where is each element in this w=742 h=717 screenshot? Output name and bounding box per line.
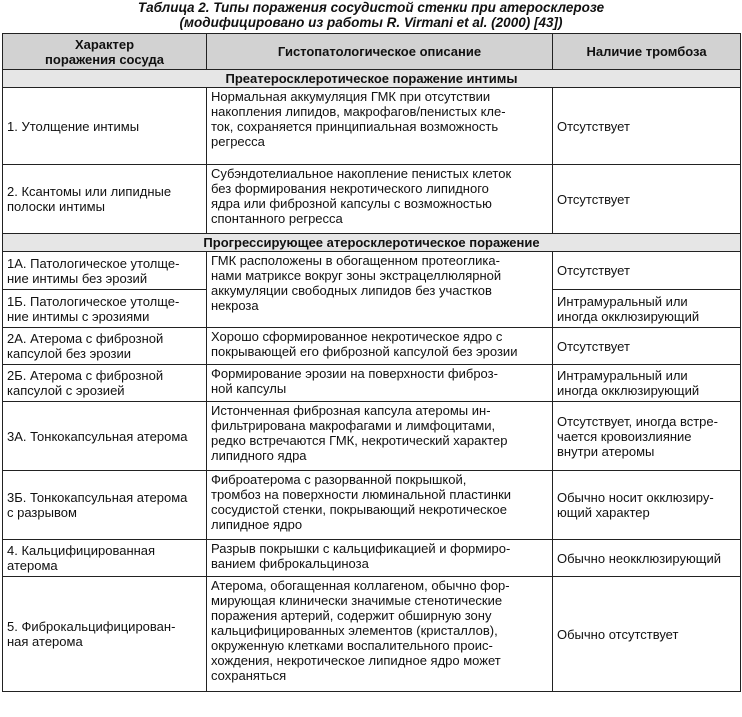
lesion-type-cell: 1. Утолщение интимы [3,88,207,165]
header-row [3,34,741,70]
table-row [3,328,741,365]
table-caption [0,0,742,30]
thrombosis-cell: Отсутствует [553,252,741,290]
section-progressive: Прогрессирующее атеросклеротическое поражение [3,234,741,252]
thrombosis-cell: Интрамуральный или иногда окклюзирующий [553,365,741,402]
description-cell: Атерома, обогащенная коллагеном, обычно фор- мирующая клинически значимые стенотические поражения артерий, содержит обширную зону кальцифицированных элементов (кристаллов), окруженную клетками воспалительного проис- хождения, некротическое липидное ядро может сохраняться [207,577,553,692]
lesion-type-cell: 3Б. Тонкокапсульная атерома с разрывом [3,471,207,540]
description-cell: ГМК расположены в обогащенном протеоглика- нами матриксе вокруг зоны экстрацеллюлярной аккумуляции свободных липидов без участков некроза [207,252,553,328]
table-row [3,402,741,471]
description-cell: Субэндотелиальное накопление пенистых клеток без формирования некротического липидного ядра или фиброзной капсулы с возможностью спонтанного регресса [207,165,553,234]
table-row [3,165,741,234]
description-cell: Нормальная аккумуляция ГМК при отсутствии накопления липидов, макрофагов/пенистых кле- ток, сохраняется принципиальная возможность регресса [207,88,553,165]
description-cell: Истонченная фиброзная капсула атеромы ин- фильтрирована макрофагами и лимфоцитами, редко встречаются ГМК, некротический характер липидного ядра [207,402,553,471]
thrombosis-cell: Обычно носит окклюзиру- ющий характер [553,471,741,540]
table-row [3,471,741,540]
lesion-type-cell: 5. Фиброкальцифицирован- ная атерома [3,577,207,692]
table-row [3,88,741,165]
thrombosis-cell: Отсутствует [553,328,741,365]
lesion-type-cell: 2А. Атерома с фиброзной капсулой без эрозии [3,328,207,365]
lesion-type-cell: 4. Кальцифицированная атерома [3,540,207,577]
thrombosis-cell: Обычно неокклюзирующий [553,540,741,577]
header-thrombosis: Наличие тромбоза [553,34,741,70]
description-cell: Разрыв покрышки с кальцификацией и формиро- ванием фиброкальциноза [207,540,553,577]
section-preathero: Преатеросклеротическое поражение интимы [3,70,741,88]
table-row [3,577,741,692]
section-row [3,70,741,88]
lesion-type-cell: 2Б. Атерома с фиброзной капсулой с эрозией [3,365,207,402]
thrombosis-cell: Отсутствует, иногда встре- чается кровоизлияние внутри атеромы [553,402,741,471]
table-row [3,365,741,402]
table-row [3,252,741,290]
description-cell: Формирование эрозии на поверхности фиброз- ной капсулы [207,365,553,402]
header-lesion-type: Характер поражения сосуда [3,34,207,70]
thrombosis-cell: Обычно отсутствует [553,577,741,692]
lesion-type-cell: 3А. Тонкокапсульная атерома [3,402,207,471]
caption-source: (модифицировано из работы R. Virmani et al. (2000) [43]) [179,15,563,30]
caption-title: Таблица 2. Типы поражения сосудистой стенки при атеросклерозе [137,0,605,15]
thrombosis-cell: Отсутствует [553,165,741,234]
description-cell: Фиброатерома с разорванной покрышкой, тромбоз на поверхности люминальной пластинки сосудистой стенки, покрывающий некротическое липидное ядро [207,471,553,540]
description-cell: Хорошо сформированное некротическое ядро с покрывающей его фиброзной капсулой без эрозии [207,328,553,365]
lesion-type-cell: 2. Ксантомы или липидные полоски интимы [3,165,207,234]
lesion-type-cell: 1Б. Патологическое утолще- ние интимы с эрозиями [3,290,207,328]
header-description: Гистопатологическое описание [207,34,553,70]
section-row [3,234,741,252]
table-row [3,540,741,577]
thrombosis-cell: Интрамуральный или иногда окклюзирующий [553,290,741,328]
lesion-type-cell: 1А. Патологическое утолще- ние интимы без эрозий [3,252,207,290]
lesion-types-table [2,33,741,692]
thrombosis-cell: Отсутствует [553,88,741,165]
